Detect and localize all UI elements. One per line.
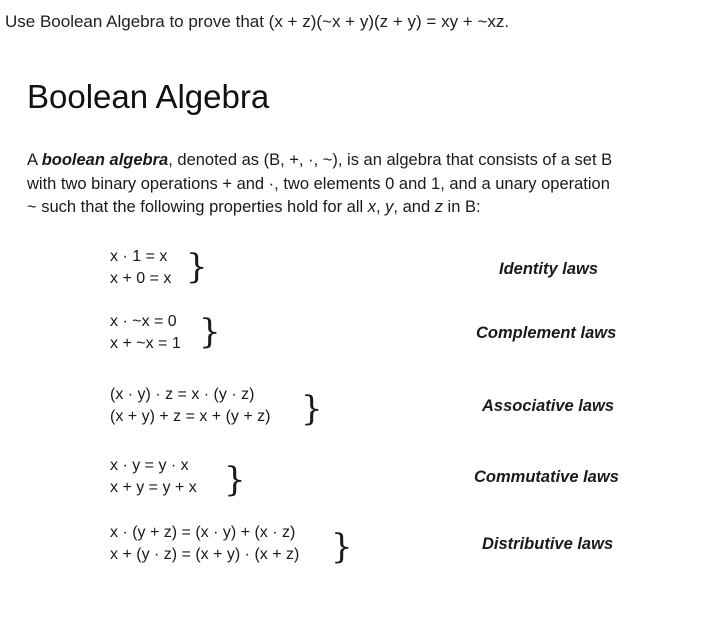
law-equation-1: x · (y + z) = (x · y) + (x · z): [110, 524, 296, 541]
right-brace-icon: }: [224, 460, 246, 500]
law-equations: [110, 522, 299, 566]
intro-text: , and: [393, 198, 435, 216]
law-equations: [110, 311, 181, 355]
law-equation-2: (x + y) + z = x + (y + z): [110, 408, 271, 425]
law-name: Complement laws: [476, 324, 617, 342]
law-equation-2: x + 0 = x: [110, 270, 172, 287]
section-title: Boolean Algebra: [27, 78, 270, 115]
law-equations: [110, 246, 171, 290]
law-name: Commutative laws: [474, 468, 619, 486]
law-equation-1: x · 1 = x: [110, 248, 168, 265]
intro-var: y: [385, 198, 394, 216]
law-equation-1: x · y = y · x: [110, 457, 189, 474]
intro-line-1: [27, 149, 717, 173]
right-brace-icon: }: [186, 247, 208, 287]
right-brace-icon: }: [331, 527, 353, 567]
intro-var: x: [367, 198, 376, 216]
law-name: Distributive laws: [482, 535, 614, 553]
intro-text: in B:: [442, 198, 481, 216]
right-brace-icon: }: [199, 312, 221, 352]
intro-line-3: [27, 196, 717, 220]
intro-text: , denoted as (B, +, ·, ~), is an algebra that consists of a set B: [168, 151, 613, 169]
law-equation-1: (x · y) · z = x · (y · z): [110, 386, 255, 403]
intro-paragraph: [27, 149, 717, 220]
law-equations: [110, 455, 197, 499]
law-name: Identity laws: [499, 260, 599, 278]
intro-text: ~ such that the following properties hold for all: [27, 198, 368, 216]
intro-line-2: with two binary operations + and ·, two elements 0 and 1, and a unary operation: [27, 174, 610, 193]
intro-text: A: [27, 151, 42, 169]
law-name: Associative laws: [482, 397, 615, 415]
question-text: Use Boolean Algebra to prove that (x + z)(~x + y)(z + y) = xy + ~xz.: [5, 12, 510, 31]
law-equation-2: x + (y · z) = (x + y) · (x + z): [110, 546, 300, 563]
law-equation-1: x · ~x = 0: [110, 313, 177, 330]
intro-term: boolean algebra: [41, 151, 169, 169]
law-equation-2: x + y = y + x: [110, 479, 197, 496]
law-equations: [110, 384, 270, 428]
intro-text: ,: [376, 198, 386, 216]
law-equation-2: x + ~x = 1: [110, 335, 181, 352]
intro-var: z: [434, 198, 443, 216]
right-brace-icon: }: [301, 389, 323, 429]
